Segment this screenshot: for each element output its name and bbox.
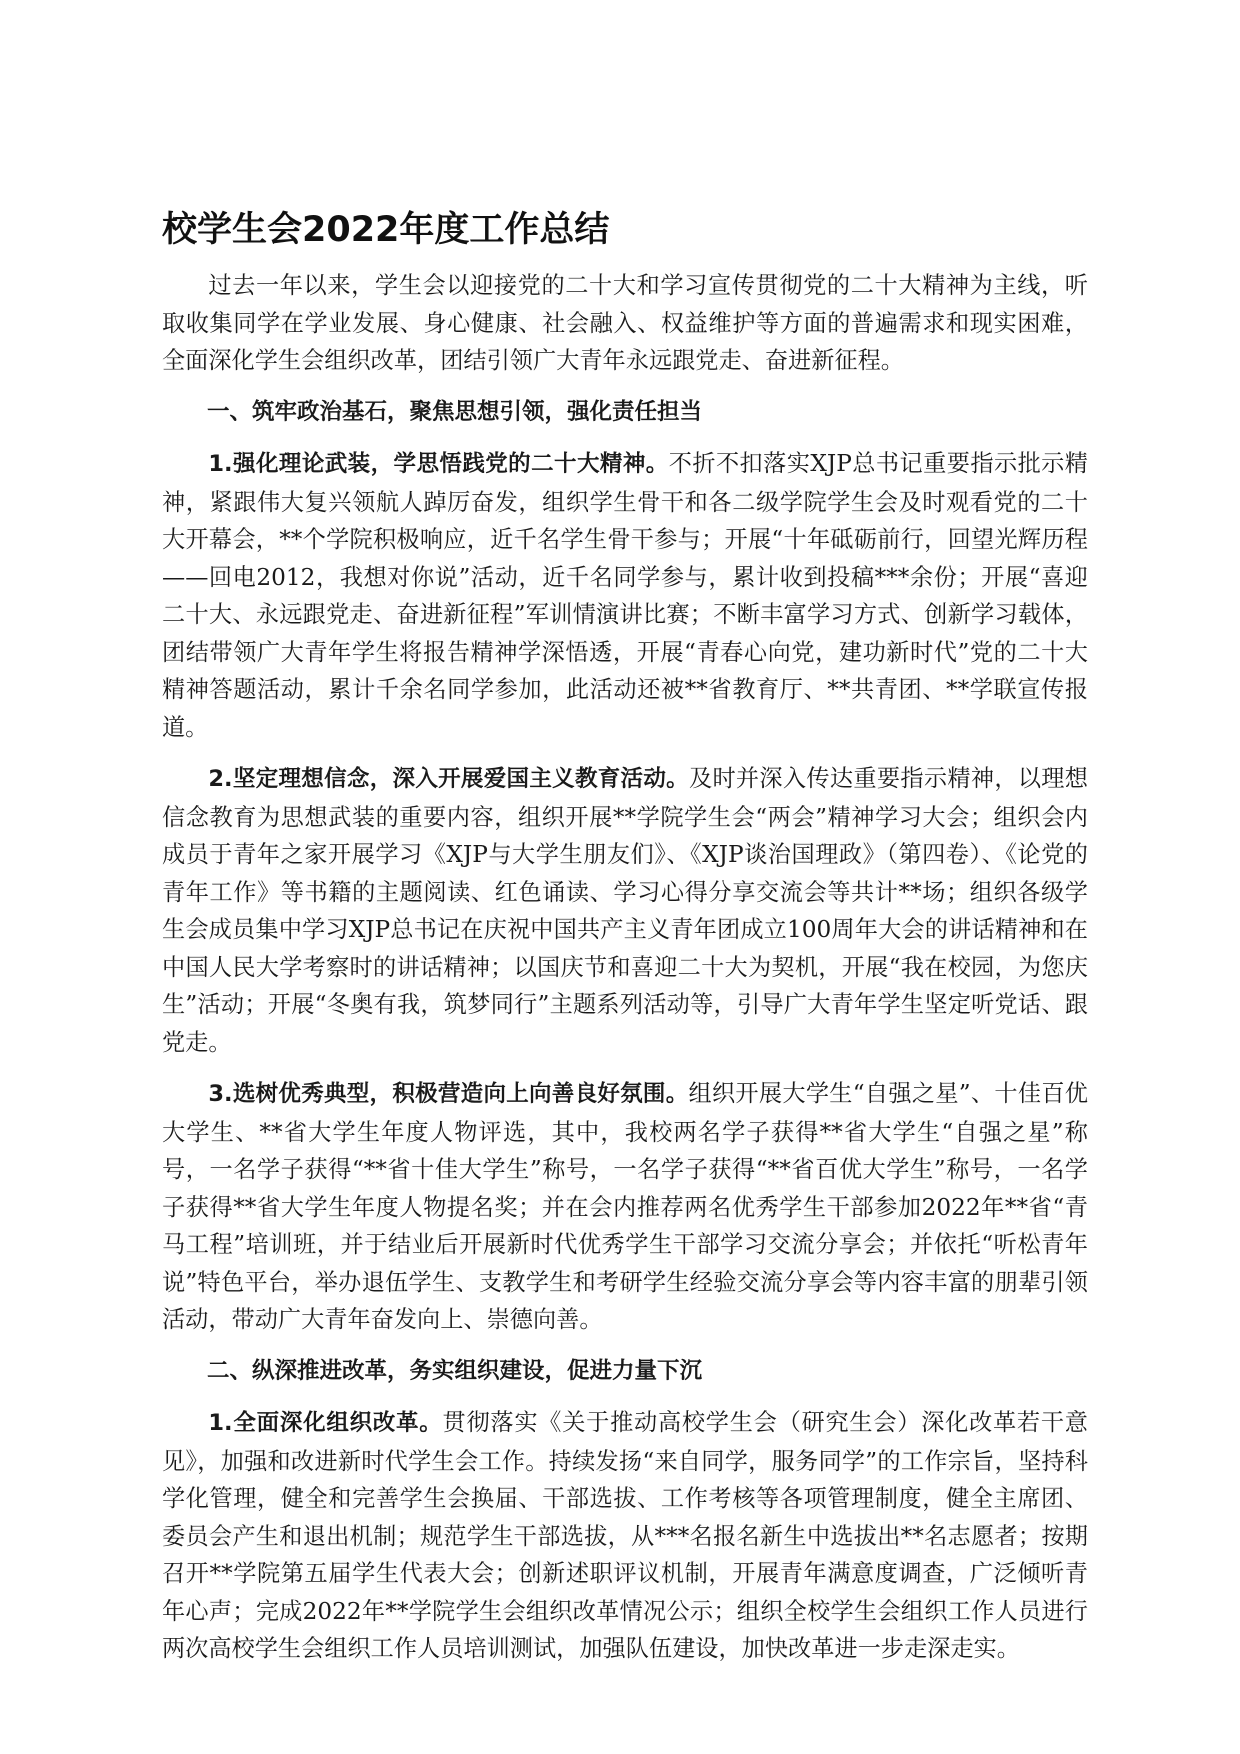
section-2-item-1 xyxy=(162,1404,1088,1668)
item-text: 及时并深入传达重要指示精神，以理想信念教育为思想武装的重要内容，组织开展**学院学生会“两会”精神学习大会；组织会内成员于青年之家开展学习《XJP与大学生朋友们》、《XJP谈治国理政》（第四卷）、《论党的青年工作》等书籍的主题阅读、红色诵读、学习心得分享交流会等共计**场；组织各级学生会成员集中学习XJP总书记在庆祝中国共产主义青年团成立100周年大会的讲话精神和在中国人民大学考察时的讲话精神；以国庆节和喜迎二十大为契机，开展“我在校园，为您庆生”活动；开展“冬奥有我，筑梦同行”主题系列活动等，引导广大青年学生坚定听党话、跟党走。 xyxy=(162,765,1088,1056)
item-lead: 1.强化理论武装，学思悟践党的二十大精神。 xyxy=(208,451,669,477)
intro-paragraph: 过去一年以来，学生会以迎接党的二十大和学习宣传贯彻党的二十大精神为主线，听取收集同学在学业发展、身心健康、社会融入、权益维护等方面的普遍需求和现实困难，全面深化学生会组织改革，团结引领广大青年永远跟党走、奋进新征程。 xyxy=(162,272,1088,374)
item-lead: 2.坚定理想信念，深入开展爱国主义教育活动。 xyxy=(208,766,689,792)
item-text: 组织开展大学生“自强之星”、十佳百优大学生、**省大学生年度人物评选，其中，我校两名学子获得**省大学生“自强之星”称号，一名学子获得“**省十佳大学生”称号，一名学子获得“**省百优大学生”称号，一名学子获得**省大学生年度人物提名奖；并在会内推荐两名优秀学生干部参加2022年**省“青马工程”培训班，并于结业后开展新时代优秀学生干部学习交流分享会；并依托“听松青年说”特色平台，举办退伍学生、支教学生和考研学生经验交流分享会等内容丰富的朋辈引领活动，带动广大青年奋发向上、崇德向善。 xyxy=(162,1080,1088,1333)
document-title: 校学生会2022年度工作总结 xyxy=(162,210,610,250)
item-text: 贯彻落实《关于推动高校学生会（研究生会）深化改革若干意见》，加强和改进新时代学生会工作。持续发扬“来自同学，服务同学”的工作宗旨，坚持科学化管理，健全和完善学生会换届、干部选拔、工作考核等各项管理制度，健全主席团、委员会产生和退出机制；规范学生干部选拔，从***名报名新生中选拔出**名志愿者；按期召开**学院第五届学生代表大会；创新述职评议机制，开展青年满意度调查，广泛倾听青年心声；完成2022年**学院学生会组织改革情况公示；组织全校学生会组织工作人员进行两次高校学生会组织工作人员培训测试，加强队伍建设，加快改革进一步走深走实。 xyxy=(162,1409,1088,1662)
section-1-item-1 xyxy=(162,445,1088,746)
item-lead: 1.全面深化组织改革。 xyxy=(208,1410,443,1436)
section-1-item-3 xyxy=(162,1075,1088,1339)
item-lead: 3.选树优秀典型，积极营造向上向善良好氛围。 xyxy=(208,1081,689,1107)
item-text: 不折不扣落实XJP总书记重要指示批示精神，紧跟伟大复兴领航人踔厉奋发，组织学生骨干和各二级学院学生会及时观看党的二十大开幕会，**个学院积极响应，近千名学生骨干参与；开展“十年砥砺前行，回望光辉历程——回电2012，我想对你说”活动，近千名同学参与，累计收到投稿***余份；开展“喜迎二十大、永远跟党走、奋进新征程”军训情演讲比赛；不断丰富学习方式、创新学习载体，团结带领广大青年学生将报告精神学深悟透，开展“青春心向党，建功新时代”党的二十大精神答题活动，累计千余名同学参加，此活动还被**省教育厅、**共青团、**学联宣传报道。 xyxy=(162,450,1088,741)
section-1-item-2 xyxy=(162,760,1088,1061)
section-heading-1: 一、筑牢政治基石，聚焦思想引领，强化责任担当 xyxy=(207,398,703,425)
section-heading-2: 二、纵深推进改革，务实组织建设，促进力量下沉 xyxy=(207,1357,703,1384)
document-body xyxy=(162,267,1088,1682)
